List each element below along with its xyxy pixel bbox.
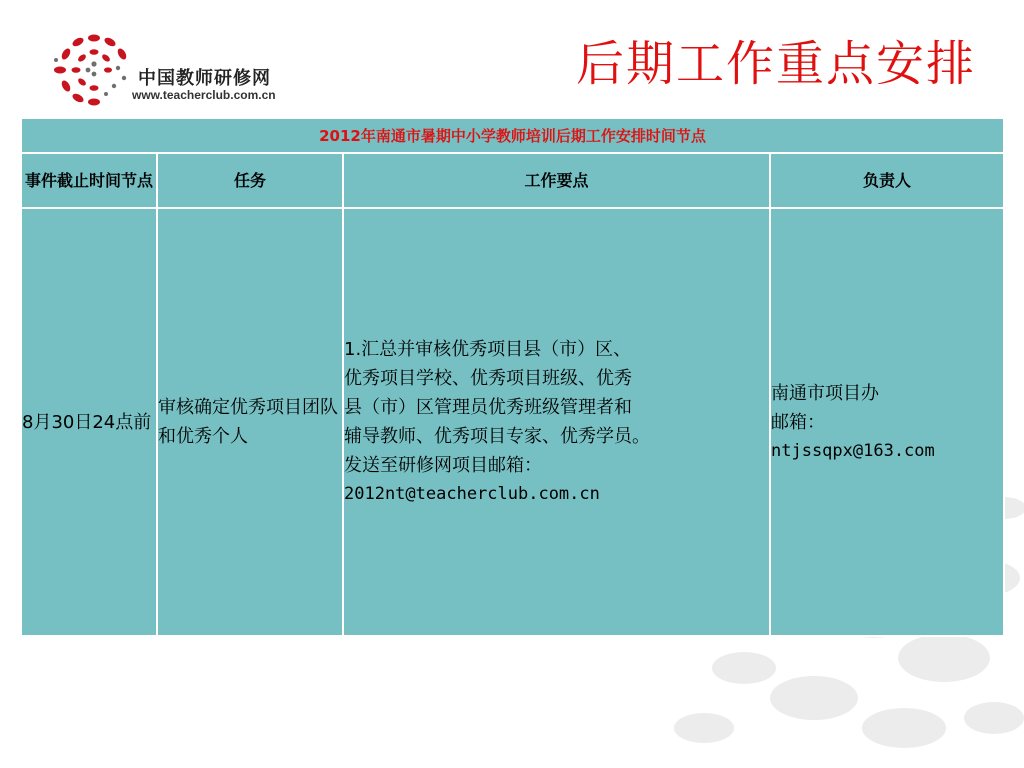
key-point-line: 发送至研修网项目邮箱： xyxy=(344,455,542,476)
table-row xyxy=(21,208,1004,636)
project-email: 2012nt@teacherclub.com.cn xyxy=(344,484,600,504)
key-points-cell xyxy=(343,208,770,636)
header-owner: 负责人 xyxy=(770,153,1004,208)
logo-name: 中国教师研修网 xyxy=(138,68,271,89)
deadline-cell: 8月30日24点前 xyxy=(21,208,157,636)
page-title: 后期工作重点安排 xyxy=(575,36,976,92)
header-key-points: 工作要点 xyxy=(343,153,770,208)
table-header-row xyxy=(21,153,1004,208)
logo-url: www.teacherclub.com.cn xyxy=(132,88,276,102)
header-deadline: 事件截止时间节点 xyxy=(21,153,157,208)
owner-email: ntjssqpx@163.com xyxy=(771,440,935,461)
key-point-line: 辅导教师、优秀项目专家、优秀学员。 xyxy=(344,426,650,447)
key-point-line: 县（市）区管理员优秀班级管理者和 xyxy=(344,397,632,418)
owner-cell xyxy=(770,208,1004,636)
task-cell: 审核确定优秀项目团队和优秀个人 xyxy=(157,208,343,636)
flower-logo-icon xyxy=(48,30,140,110)
key-point-line: 1.汇总并审核优秀项目县（市）区、 xyxy=(344,339,632,360)
table-caption: 2012年南通市暑期中小学教师培训后期工作安排时间节点 xyxy=(21,118,1004,153)
logo xyxy=(48,30,308,110)
owner-mailbox-label: 邮箱： xyxy=(771,411,825,433)
header-task: 任务 xyxy=(157,153,343,208)
owner-name: 南通市项目办 xyxy=(771,382,879,404)
key-point-line: 优秀项目学校、优秀项目班级、优秀 xyxy=(344,368,632,389)
schedule-table xyxy=(20,117,1005,637)
table-caption-row xyxy=(21,118,1004,153)
